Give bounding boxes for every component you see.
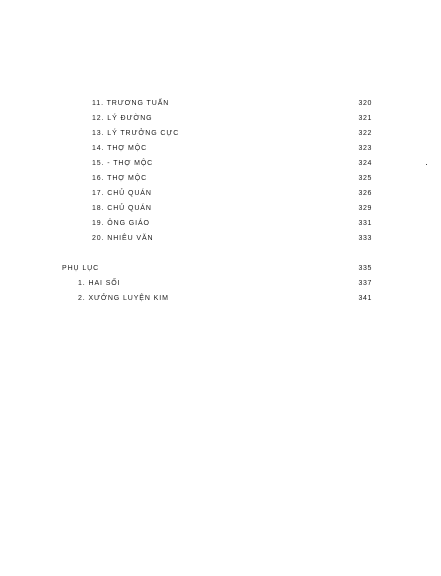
toc-entry-page: 331 (358, 220, 372, 227)
toc-entry-page: 322 (358, 130, 372, 137)
toc-entry-label: 13. LÝ TRƯỞNG CỰC (92, 130, 180, 137)
toc-entry-label: 20. NHIÊU VĂN (92, 235, 154, 242)
toc-entry-label: 18. CHỦ QUÁN (92, 205, 152, 212)
toc-entry-label: 15. - THỢ MỘC (92, 160, 154, 167)
appendix-item-page: 341 (358, 295, 372, 302)
toc-entry-label: 11. TRƯƠNG TUẤN (92, 100, 170, 107)
toc-entry-label: 12. LÝ ĐƯỜNG (92, 115, 153, 122)
appendix-item-label: 2. XƯỞNG LUYỆN KIM (78, 295, 169, 302)
toc-entry-label: 14. THỢ MỘC (92, 145, 148, 152)
toc-entry-page: 326 (358, 190, 372, 197)
toc-entry-page: 321 (358, 115, 372, 122)
toc-entry-page: 324 (358, 160, 372, 167)
toc-entry-label: 17. CHỦ QUÁN (92, 190, 152, 197)
toc-entry-page: 333 (358, 235, 372, 242)
toc-entry-page: 329 (358, 205, 372, 212)
toc-entry-page: 320 (358, 100, 372, 107)
toc-entry-label: 19. ÔNG GIÁO (92, 220, 150, 227)
appendix-item-label: 1. HAI SỐI (78, 280, 121, 287)
appendix-page: 335 (358, 265, 372, 272)
scan-speck (426, 164, 427, 165)
toc-entry-page: 325 (358, 175, 372, 182)
appendix-item-page: 337 (358, 280, 372, 287)
toc-entry-label: 16. THỢ MỘC (92, 175, 148, 182)
toc-entry-page: 323 (358, 145, 372, 152)
appendix-title: PHỤ LỤC (62, 265, 100, 272)
